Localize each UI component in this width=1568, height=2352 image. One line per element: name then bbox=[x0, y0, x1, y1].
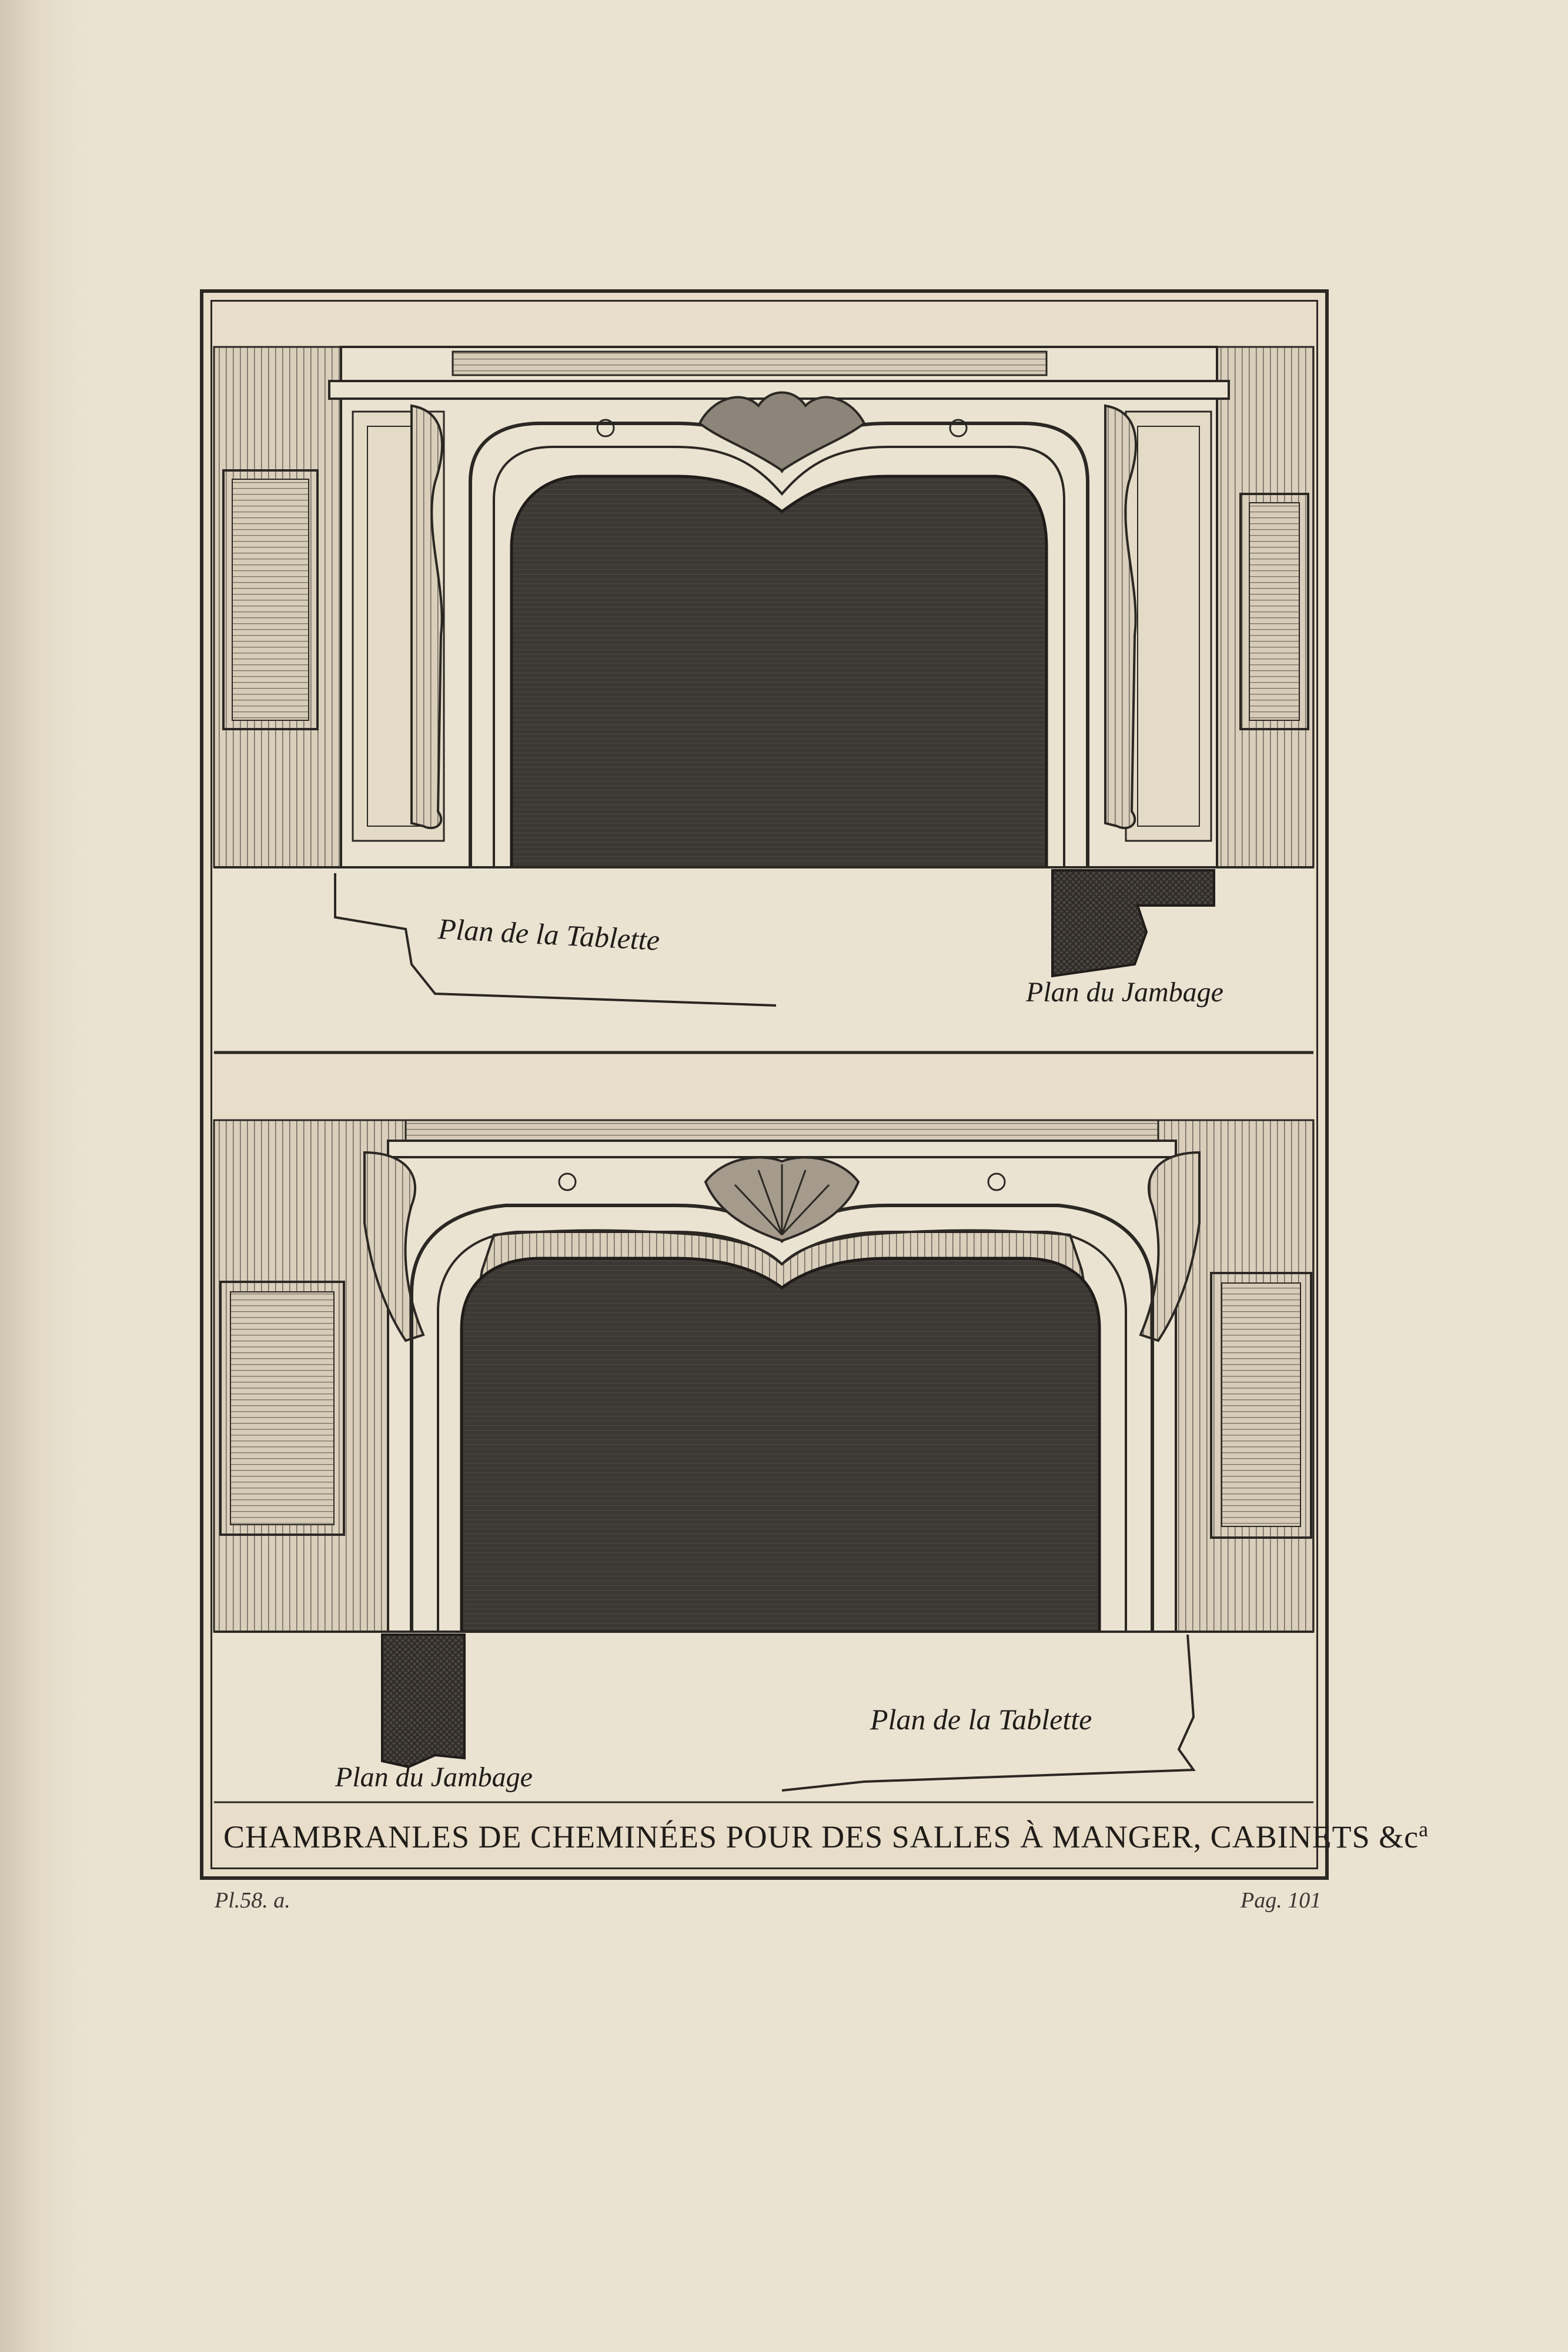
lower-jambage-label: Plan du Jambage bbox=[335, 1762, 533, 1793]
plate-caption bbox=[223, 1817, 1429, 1855]
page-number: Pag. 101 bbox=[1241, 1888, 1322, 1913]
upper-mantel bbox=[214, 347, 1313, 1050]
caption-superscript: a bbox=[1419, 1818, 1429, 1841]
upper-tablette-label: Plan de la Tablette bbox=[437, 912, 661, 957]
lower-mantel bbox=[214, 1120, 1313, 1802]
lower-tablette-label: Plan de la Tablette bbox=[870, 1703, 1092, 1736]
upper-jambage-label: Plan du Jambage bbox=[1026, 977, 1223, 1008]
caption-text: CHAMBRANLES DE CHEMINÉES POUR DES SALLES À MANGER, CABINETS &c bbox=[223, 1819, 1419, 1855]
plate-number: Pl.58. a. bbox=[215, 1888, 290, 1913]
